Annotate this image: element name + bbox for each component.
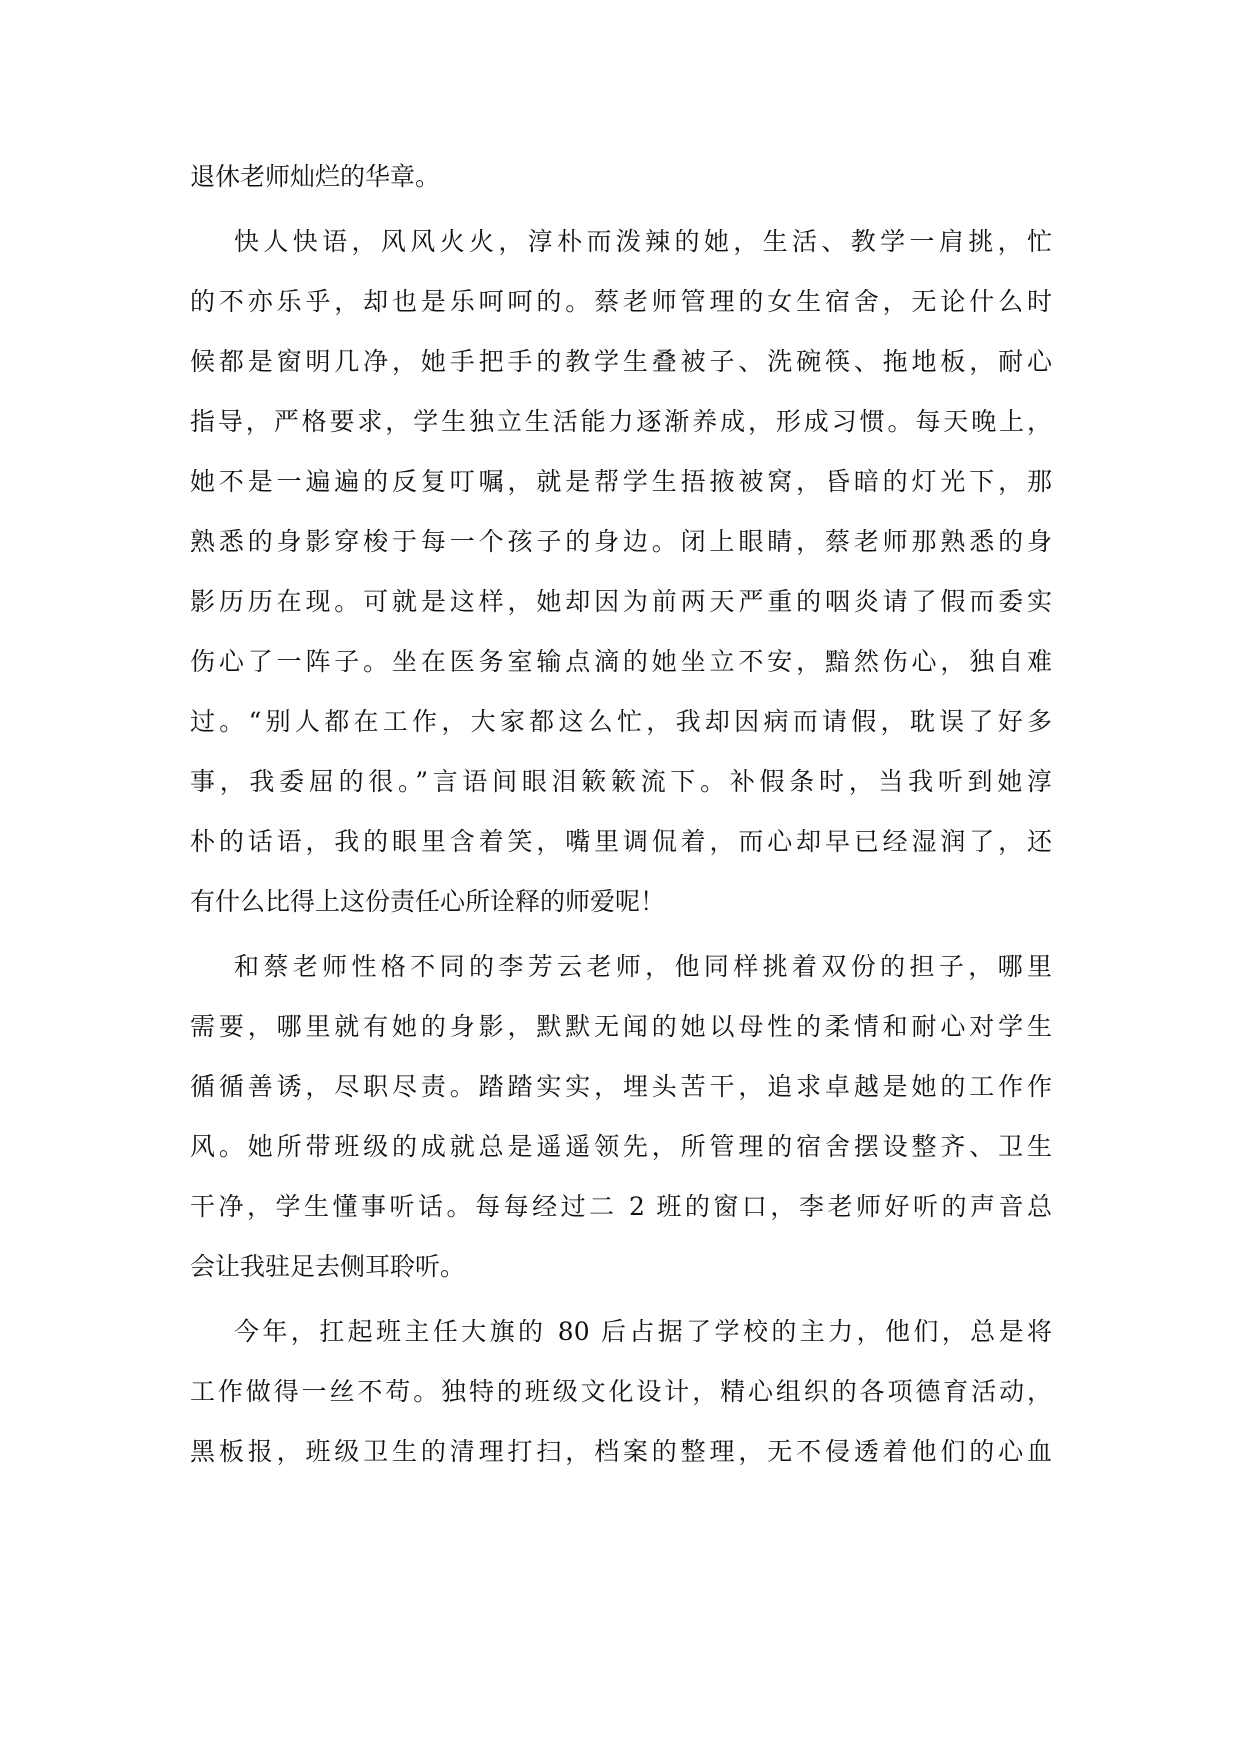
text-line: 黑板报，班级卫生的清理打扫，档案的整理，无不侵透着他们的心血 [190, 1437, 1052, 1466]
text-line: 工作做得一丝不苟。独特的班级文化设计，精心组织的各项德育活动， [190, 1377, 1052, 1406]
text-line: 循循善诱，尽职尽责。踏踏实实，埋头苦干，追求卓越是她的工作作 [190, 1072, 1052, 1101]
text-line: 伤心了一阵子。坐在医务室输点滴的她坐立不安，黯然伤心，独自难 [190, 647, 1052, 676]
text-line: 过。“别人都在工作，大家都这么忙，我却因病而请假，耽误了好多 [190, 707, 1052, 736]
text-line: 干净，学生懂事听话。每每经过二 2 班的窗口，李老师好听的声音总 [190, 1192, 1052, 1221]
text-line: 朴的话语，我的眼里含着笑，嘴里调侃着，而心却早已经湿润了，还 [190, 827, 1052, 856]
paragraph-first-line: 今年，扛起班主任大旗的 80 后占据了学校的主力，他们，总是将 [234, 1317, 1052, 1346]
paragraph-first-line: 快人快语，风风火火，淳朴而泼辣的她，生活、教学一肩挑，忙 [234, 227, 1052, 256]
text-line: 她不是一遍遍的反复叮嘱，就是帮学生捂掖被窝，昏暗的灯光下，那 [190, 467, 1052, 496]
text-line: 风。她所带班级的成就总是遥遥领先，所管理的宿舍摆设整齐、卫生 [190, 1132, 1052, 1161]
text-line: 需要，哪里就有她的身影，默默无闻的她以母性的柔情和耐心对学生 [190, 1012, 1052, 1041]
text-line: 有什么比得上这份责任心所诠释的师爱呢！ [190, 887, 666, 916]
text-line: 熟悉的身影穿梭于每一个孩子的身边。闭上眼睛，蔡老师那熟悉的身 [190, 527, 1052, 556]
text-line: 指导，严格要求，学生独立生活能力逐渐养成，形成习惯。每天晚上， [190, 407, 1052, 436]
text-line: 影历历在现。可就是这样，她却因为前两天严重的咽炎请了假而委实 [190, 587, 1052, 616]
text-line: 的不亦乐乎，却也是乐呵呵的。蔡老师管理的女生宿舍，无论什么时 [190, 287, 1052, 316]
text-line: 事，我委屈的很。”言语间眼泪簌簌流下。补假条时，当我听到她淳 [190, 767, 1052, 796]
text-line: 候都是窗明几净，她手把手的教学生叠被子、洗碗筷、拖地板，耐心 [190, 347, 1052, 376]
text-line: 退休老师灿烂的华章。 [190, 162, 441, 191]
text-line: 会让我驻足去侧耳聆听。 [190, 1252, 466, 1281]
paragraph-first-line: 和蔡老师性格不同的李芳云老师，他同样挑着双份的担子，哪里 [234, 952, 1052, 981]
document-body [190, 158, 1052, 1470]
